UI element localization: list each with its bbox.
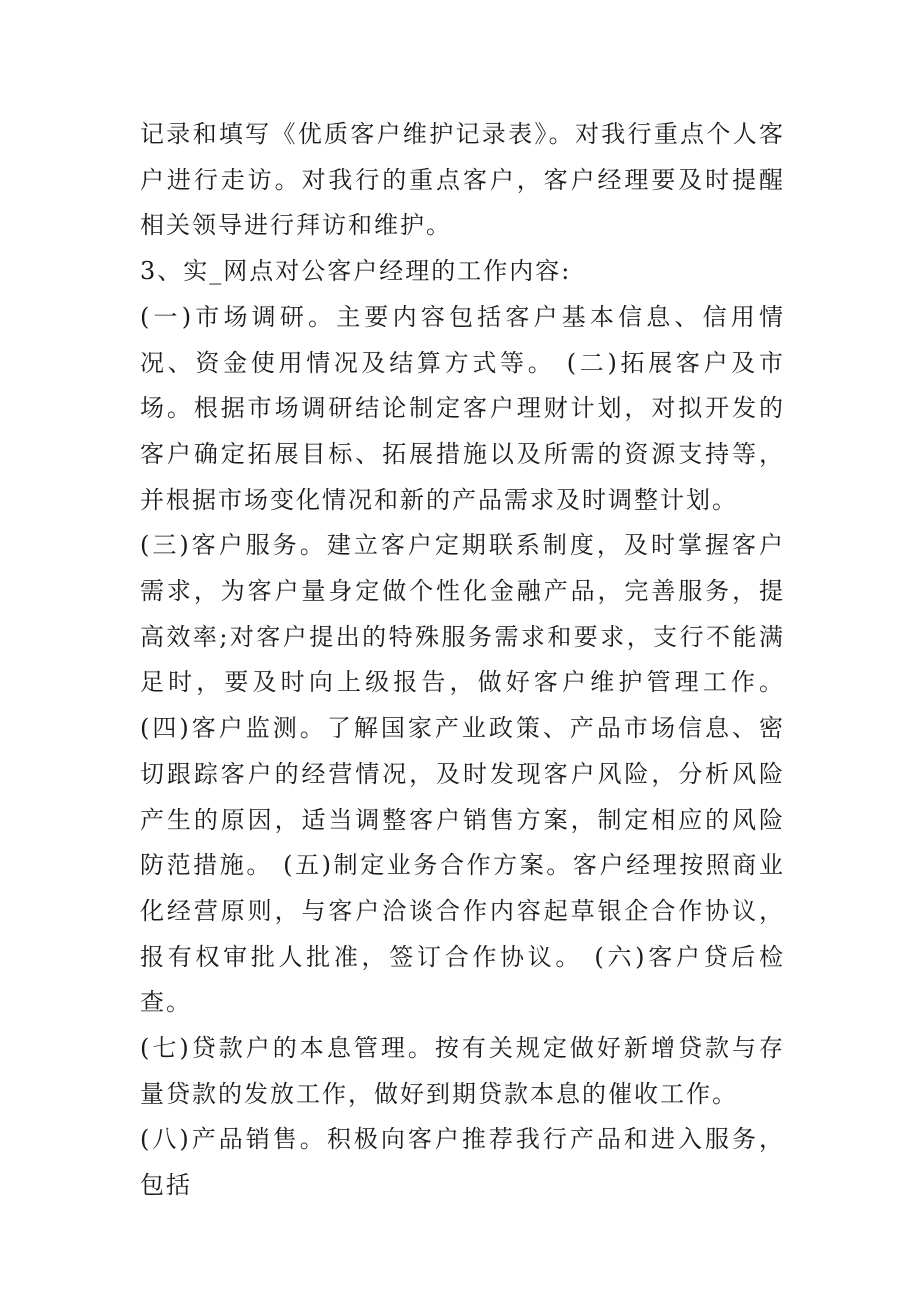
document-body xyxy=(140,112,785,1209)
paragraph-product-sales: (八)产品销售。积极向客户推荐我行产品和进入服务，包括 xyxy=(140,1125,785,1200)
paragraph-market-research: (一)市场调研。主要内容包括客户基本信息、信用情况、资金使用情况及结算方式等。 (二)拓展客户及市场。根据市场调研结论制定客户理财计划，对拟开发的客户确定拓展目标、拓展措施以及所需的资源支持等，并根据市场变化情况和新的产品需求及时调整计划。 xyxy=(140,302,785,514)
paragraph-customer-service: (三)客户服务。建立客户定期联系制度，及时掌握客户需求，为客户量身定做个性化金融产品，完善服务，提高效率;对客户提出的特殊服务需求和要求，支行不能满足时，要及时向上级报告，做好客户维护管理工作。 (四)客户监测。了解国家产业政策、产品市场信息、密切跟踪客户的经营情况，及时发现客户风险，分析风险产生的原因，适当调整客户销售方案，制定相应的风险防范措施。 (五)制定业务合作方案。客户经理按照商业化经营原则，与客户洽谈合作内容起草银企合作协议，报有权审批人批准，签订合作协议。 (六)客户贷后检查。 xyxy=(140,531,785,1017)
paragraph-loan-management: (七)贷款户的本息管理。按有关规定做好新增贷款与存量贷款的发放工作，做好到期贷款本息的催收工作。 xyxy=(140,1034,785,1108)
paragraph-client-visits: 记录和填写《优质客户维护记录表》。对我行重点个人客户进行走访。对我行的重点客户，客户经理要及时提醒相关领导进行拜访和维护。 xyxy=(140,120,785,240)
paragraph-section-3-heading: 3、实_网点对公客户经理的工作内容: xyxy=(140,257,572,286)
